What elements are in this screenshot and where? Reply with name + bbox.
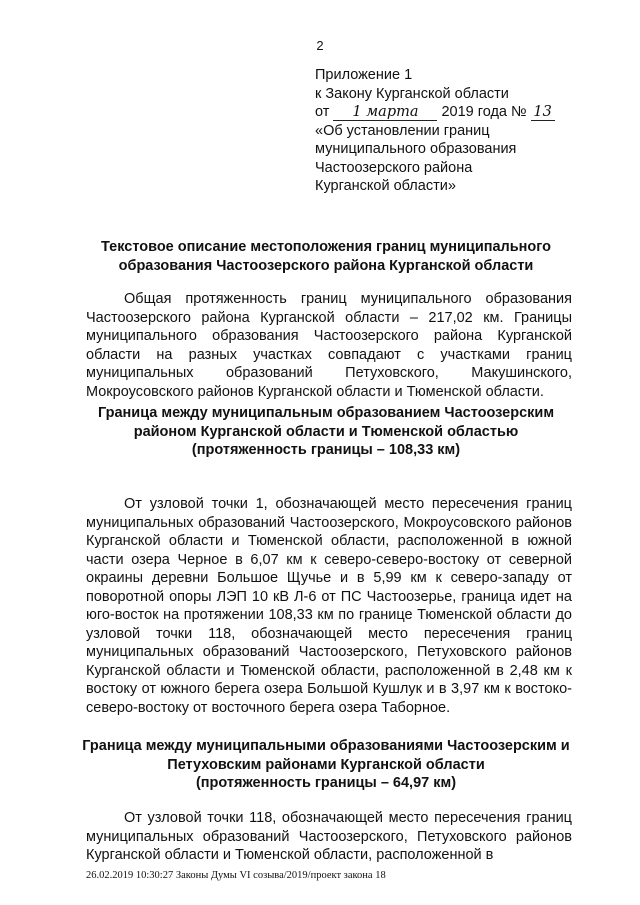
- appendix-line-5: муниципального образования: [315, 141, 517, 157]
- appendix-line-4: «Об установлении границ: [315, 122, 490, 139]
- section1-text: От узловой точки 1, обозначающей место пересечения границ муниципальных образований Частоозерского, Мокроусовского районов Курганской области и Тюменской области, расположенной в южной части озера Черное в 6,07 км к северо-северо-востоку от северной окраины деревни Большое Щучье и в 5,99 км к северо-западу от поворотной опоры ЛЭП 10 кВ Л-6 от ПС Частоозерье, граница идет на юго-восток на протяжении 108,33 км по границе Тюменской области до узловой точки 118, обозначающей место пересечения границ муниципальных образований Частоозерского, Петуховского районов Курганской области и Тюменской области, расположенной в 2,48 км к востоку от южного берега озера Большой Кушлук и в 3,97 км к востоко-северо-востоку от восточного берега озера Таборное.: [86, 496, 572, 716]
- handwritten-date: 1 марта: [333, 105, 437, 121]
- section2-title: Граница между муниципальными образованиями Частоозерским и Петуховским районами Курганской области: [82, 738, 570, 773]
- appendix-line-6: Частоозерского района: [315, 159, 473, 176]
- intro-paragraph: Общая протяженность границ муниципального образования Частоозерского района Курганской области – 217,02 км. Границы муниципального образования Частоозерского района Курганской области на разных участках совпадают с участками границ муниципальных образований Петуховского, Макушинского, Мокроусовского районов Курганской области и Тюменской области.: [86, 291, 572, 400]
- appendix-line-7: Курганской области»: [315, 178, 456, 194]
- handwritten-number: 13: [531, 105, 555, 121]
- year-text: 2019 года №: [441, 104, 527, 120]
- main-title: Текстовое описание местоположения границ муниципального образования Частоозерского района Курганской области: [101, 239, 551, 274]
- appendix-date-line: [315, 103, 615, 122]
- appendix-title: Приложение 1: [315, 67, 413, 83]
- date-prefix: от: [315, 104, 330, 120]
- page-number: 2: [316, 38, 324, 53]
- section2-heading: [76, 737, 576, 793]
- footer-stamp: 26.02.2019 10:30:27 Законы Думы VI созыва/2019/проект закона 18: [86, 870, 386, 881]
- section2-text: От узловой точки 118, обозначающей место пересечения границ муниципальных образований Частоозерского, Петуховского районов Курганской области и Тюменской области, расположенной в: [86, 810, 572, 863]
- section1-heading: [96, 404, 556, 460]
- section2-length: (протяженность границы – 64,97 км): [195, 775, 457, 791]
- appendix-law-ref: к Закону Курганской области: [315, 85, 509, 102]
- section1-length: (протяженность границы – 108,33 км): [191, 442, 461, 458]
- section1-title: Граница между муниципальным образованием Частоозерским районом Курганской области и Тюменской областью: [97, 405, 555, 440]
- appendix-block: [315, 66, 615, 196]
